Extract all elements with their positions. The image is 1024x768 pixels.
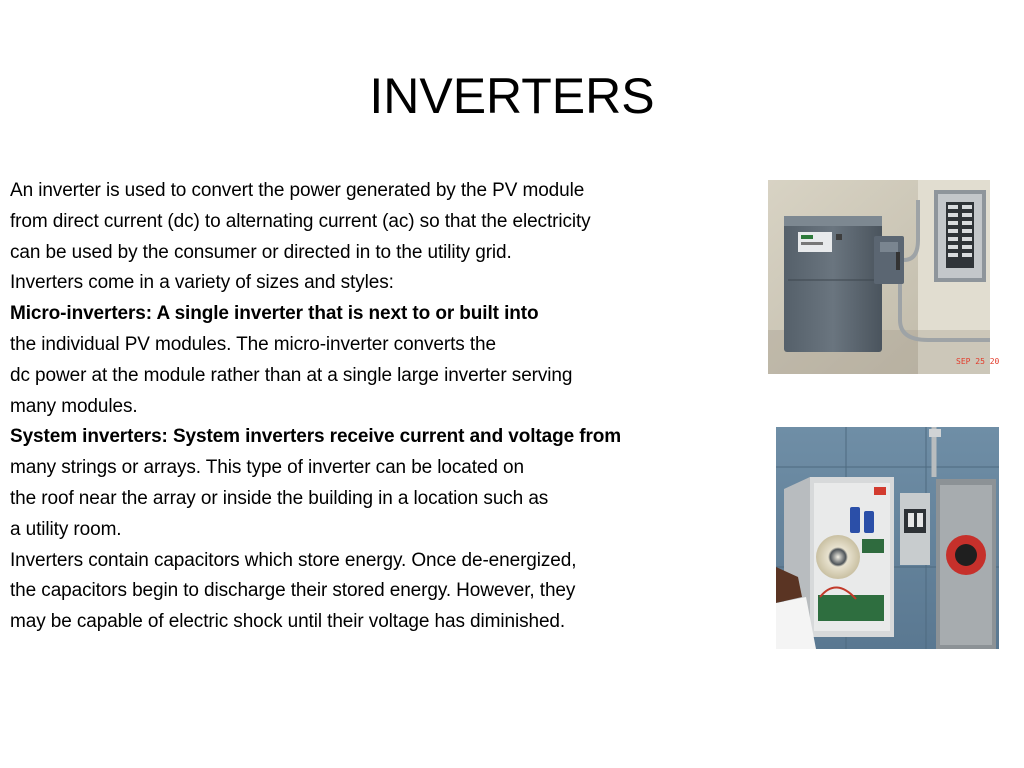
body-line: Inverters come in a variety of sizes and styles: <box>10 272 394 294</box>
inverter-cabinet-photo <box>776 427 999 649</box>
body-line-heading-micro-inverters: Micro-inverters: A single inverter that is next to or built into <box>10 303 539 325</box>
body-line-heading-system-inverters: System inverters: System inverters receive current and voltage from <box>10 426 622 448</box>
body-line: dc power at the module rather than at a single large inverter serving <box>10 364 573 386</box>
body-line: the individual PV modules. The micro-inverter converts the <box>10 333 496 355</box>
body-line: the roof near the array or inside the building in a location such as <box>10 487 549 509</box>
body-line: many modules. <box>10 395 138 417</box>
inverter-wall-photo <box>768 180 1000 374</box>
photo-date-stamp: SEP 25 20 <box>956 357 1000 366</box>
slide-title: INVERTERS <box>369 68 655 124</box>
body-line: Inverters contain capacitors which store energy. Once de-energized, <box>10 549 577 571</box>
body-line: may be capable of electric shock until their voltage has diminished. <box>10 611 566 633</box>
body-line: An inverter is used to convert the power generated by the PV module <box>10 180 585 201</box>
body-line: the capacitors begin to discharge their stored energy. However, they <box>10 580 576 602</box>
body-line: from direct current (dc) to alternating current (ac) so that the electricity <box>10 210 591 232</box>
slide-body <box>10 176 770 638</box>
body-line: a utility room. <box>10 518 122 540</box>
body-line: many strings or arrays. This type of inverter can be located on <box>10 457 524 479</box>
body-line: can be used by the consumer or directed in to the utility grid. <box>10 241 512 263</box>
